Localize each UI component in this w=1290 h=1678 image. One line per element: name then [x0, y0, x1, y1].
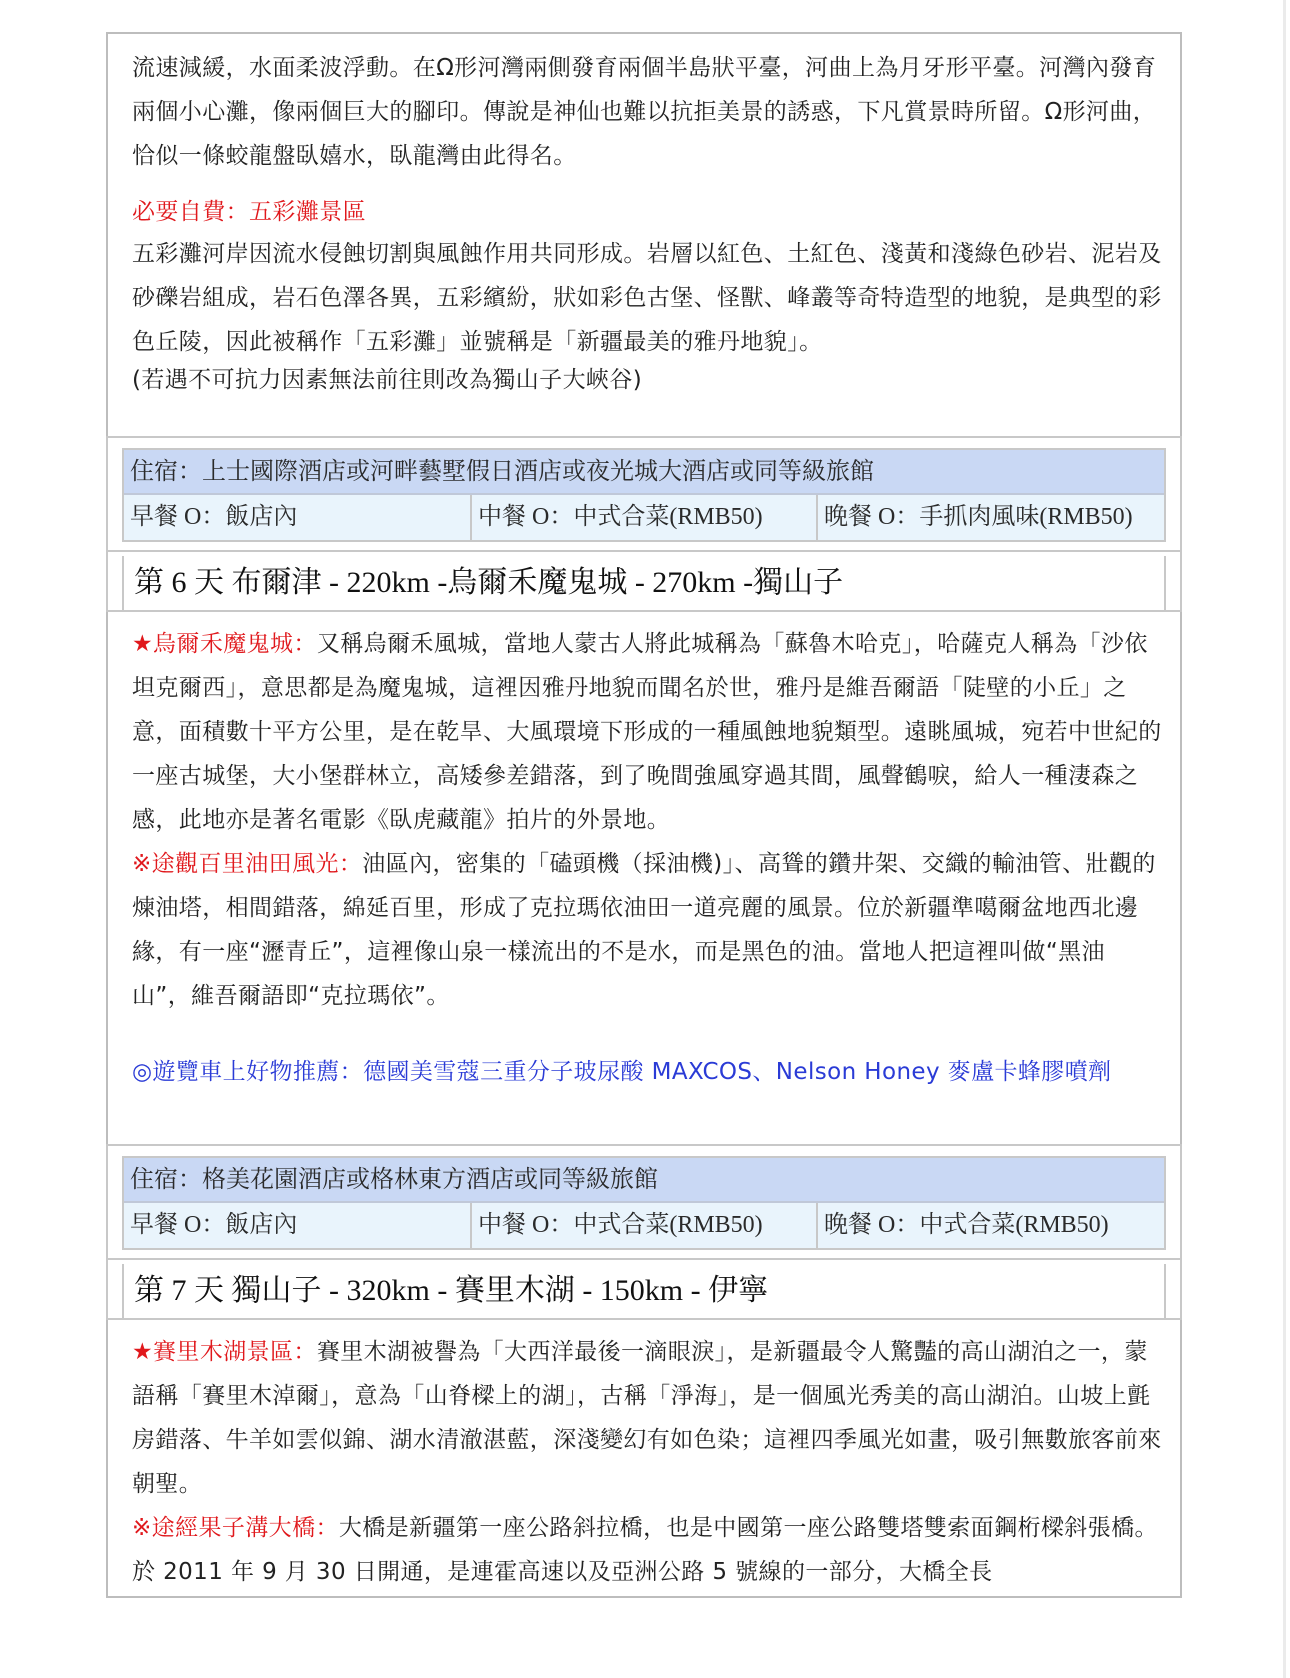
- hotel-line: 住宿：上士國際酒店或河畔藝墅假日酒店或夜光城大酒店或同等級旅館: [124, 450, 1164, 495]
- optional-note: (若遇不可抗力因素無法前往則改為獨山子大峽谷): [132, 367, 643, 393]
- lunch-cell: 中餐 O：中式合菜(RMB50): [472, 495, 818, 540]
- bridge-label: ※途經果子溝大橋：: [132, 1515, 339, 1541]
- sayram-lake-label: ★賽里木湖景區：: [132, 1339, 317, 1365]
- optional-body: 五彩灘河岸因流水侵蝕切割與風蝕作用共同形成。岩層以紅色、土紅色、淺黃和淺綠色砂岩、泥岩及砂礫岩組成，岩石色澤各異，五彩繽紛，狀如彩色古堡、怪獸、峰叢等奇特造型的地貌，是典型的彩色丘陵，因此被稱作「五彩灘」並號稱是「新疆最美的雅丹地貌」。: [132, 241, 1162, 355]
- day-7-title: 第 7 天 獨山子 - 320km - 賽里木湖 - 150km - 伊寧: [122, 1264, 1166, 1318]
- ghost-city-label: ★烏爾禾魔鬼城：: [132, 631, 317, 657]
- oilfield-label: ※途觀百里油田風光：: [132, 851, 363, 877]
- hotel-line: 住宿：格美花園酒店或格林東方酒店或同等級旅館: [124, 1158, 1164, 1203]
- dinner-cell: 晚餐 O：手抓肉風味(RMB50): [818, 495, 1164, 540]
- meals-row: [124, 495, 1164, 540]
- dinner-cell: 晚餐 O：中式合菜(RMB50): [818, 1203, 1164, 1248]
- day-6-title: 第 6 天 布爾津 - 220km -烏爾禾魔鬼城 - 270km -獨山子: [122, 556, 1166, 610]
- day-6-section-1: [132, 622, 1162, 842]
- lunch-cell: 中餐 O：中式合菜(RMB50): [472, 1203, 818, 1248]
- accommodation-box-1: [106, 436, 1182, 552]
- ghost-city-text: 又稱烏爾禾風城，當地人蒙古人將此城稱為「蘇魯木哈克」，哈薩克人稱為「沙依坦克爾西」，意思都是為魔鬼城，這裡因雅丹地貌而聞名於世，雅丹是維吾爾語「陡壁的小丘」之意，面積數十平方公里，是在乾旱、大風環境下形成的一種風蝕地貌類型。遠眺風城，宛若中世紀的一座古城堡，大小堡群林立，高矮參差錯落，到了晚間強風穿過其間，風聲鶴唳，給人一種淒森之感，此地亦是著名電影《臥虎藏龍》拍片的外景地。: [132, 631, 1162, 833]
- breakfast-cell: 早餐 O：飯店內: [124, 495, 472, 540]
- shopping-recommendation: ◎遊覽車上好物推薦：德國美雪蔻三重分子玻尿酸 MAXCOS、Nelson Honey 麥盧卡蜂膠噴劑: [132, 1059, 1112, 1085]
- itinerary-page: [106, 32, 1182, 1598]
- accommodation-table-2: [122, 1156, 1166, 1250]
- day-7-section-1: [132, 1330, 1162, 1506]
- breakfast-cell: 早餐 O：飯店內: [124, 1203, 472, 1248]
- page-edge-rule: [1283, 0, 1286, 1678]
- day-6-header: [106, 550, 1182, 612]
- day-6-section-2: [132, 842, 1162, 1018]
- meals-row: [124, 1203, 1164, 1248]
- day-7-header: [106, 1258, 1182, 1320]
- intro-paragraph: 流速減緩，水面柔波浮動。在Ω形河灣兩側發育兩個半島狀平臺，河曲上為月牙形平臺。河灣內發育兩個小心灘，像兩個巨大的腳印。傳說是神仙也難以抗拒美景的誘惑，下凡賞景時所留。Ω形河曲，恰似一條蛟龍盤臥嬉水，臥龍灣由此得名。: [132, 55, 1157, 169]
- accommodation-table-1: [122, 448, 1166, 542]
- accommodation-box-2: [106, 1144, 1182, 1260]
- bridge-text: 大橋是新疆第一座公路斜拉橋，也是中國第一座公路雙塔雙索面鋼桁樑斜張橋。於 2011 年 9 月 30 日開通，是連霍高速以及亞洲公路 5 號線的一部分，大橋全長: [132, 1515, 1158, 1585]
- day-7-section-2: [132, 1506, 1162, 1594]
- oilfield-text: 油區內，密集的「磕頭機（採油機)」、高聳的鑽井架、交織的輸油管、壯觀的煉油塔，相間錯落，綿延百里，形成了克拉瑪依油田一道亮麗的風景。位於新疆準噶爾盆地西北邊緣，有一座“瀝青丘”，這裡像山泉一樣流出的不是水，而是黑色的油。當地人把這裡叫做“黑油山”，維吾爾語即“克拉瑪依”。: [132, 851, 1156, 1009]
- optional-heading: 必要自費：五彩灘景區: [132, 199, 366, 225]
- sayram-lake-text: 賽里木湖被譽為「大西洋最後一滴眼淚」，是新疆最令人驚豔的高山湖泊之一，蒙語稱「賽里木淖爾」，意為「山脊樑上的湖」，古稱「淨海」，是一個風光秀美的高山湖泊。山坡上氈房錯落、牛羊如雲似錦、湖水清澈湛藍，深淺變幻有如色染；這裡四季風光如畫，吸引無數旅客前來朝聖。: [132, 1339, 1162, 1497]
